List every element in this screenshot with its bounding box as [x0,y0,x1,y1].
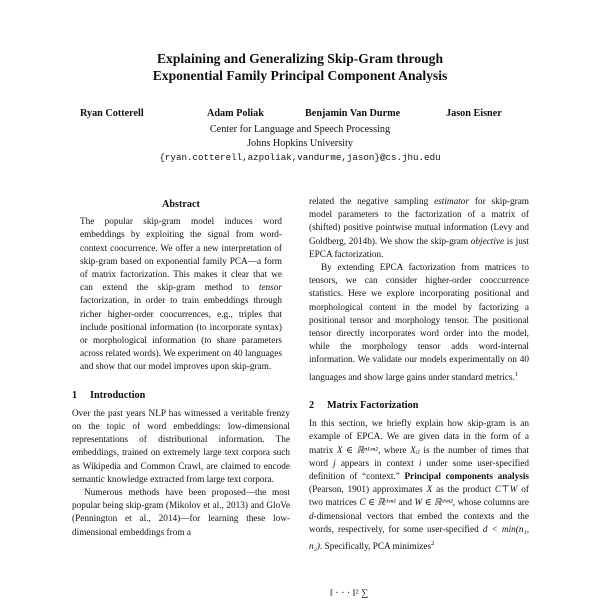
math-expression: d [309,511,314,522]
section-heading [72,389,290,402]
section-title: Introduction [90,389,146,401]
paragraph [309,262,529,385]
paragraph: Numerous methods have been proposed—the most popular being skip-gram (Mikolov et al., 2013) and GloVe (Pennington et al., 2014)—for learning these low-dimensional embeddings from a [72,488,290,538]
paragraph-text: By extending EPCA factorization from matrices to tensors, we can consider higher-order cooccurrence statistics. Here we explore incorporating positional and morphological content in the model by factorizing a positional tensor and morphology tensor. The positional tensor directly incorporates word order into the model, while the morphology tensor adds word-internal information. We validate our models experimentally on 40 languages and show large gains under standard metrics. [309,263,529,383]
abstract-text: factorization, in order to train embeddings through richer higher-order coocurrences, e.g., triples that include positional information (to incorporate syntax) or morphological information (to share parameters across related words). We experiment on 40 languages and show that our model improves upon skip-gram. [80,296,282,373]
paragraph [309,196,529,262]
section-number: 1 [72,389,78,401]
paragraph-text: as the product [432,485,495,496]
math-expression: C ∈ ℝᵈˣⁿ¹ [359,498,397,509]
author-emails: {ryan.cotterell,azpoliak,vandurme,jason}@cs.jhu.edu [159,152,441,163]
author-name: Adam Poliak [207,108,264,119]
section-title: Matrix Factorization [327,399,419,411]
left-column [72,198,290,540]
bold-run-in: Principal components analysis [404,471,530,482]
paragraph-text: , where [377,445,411,456]
paragraph-text: and [396,498,415,509]
math-expression: Xᵢⱼ [410,445,420,456]
paragraph-text: In this section, we briefly explain how skip-gram is an example of EPCA. We are given data in the form of a matrix [309,419,529,456]
paragraph-text: . Specifically, PCA minimizes [319,542,432,553]
author-name: Benjamin Van Durme [305,108,401,119]
paragraph-text: appears in context [335,458,419,469]
affiliation-line-2: Johns Hopkins University [247,138,353,149]
abstract-text: The popular skip-gram model induces word embeddings by exploiting the signal from word-context coocurrence. We offer a new interpretation of skip-gram based on exponential family PCA—a form of matrix factorization. This makes it clear that we can extend the skip-gram method to [80,217,282,294]
paragraph-text: under some user-specified definition of “context.” [309,458,529,482]
paragraph-text: for skip-gram model parameters to the factorization of a matrix of (shifted) positive pointwise mutual information (Levy and Goldberg, 2014b). We show the skip-gram [309,197,529,247]
emphasis-text: estimator [434,197,470,207]
author-name: Jason Eisner [446,108,502,119]
author-name: Ryan Cotterell [80,108,144,119]
paragraph-text: (Pearson, 1901) approximates [309,485,427,496]
section-number: 2 [309,399,315,411]
section-heading [309,399,529,412]
paragraph-text: related the negative sampling [309,197,435,207]
paragraph-text: of two matrices [309,485,529,509]
paragraph-text: -dimensional vectors that embed the contexts and the words, respectively, for some user-specified [309,511,529,535]
emphasis-text: objective [470,236,505,247]
math-expression: W ∈ ℝᵈˣⁿ² [414,498,453,509]
affiliation-line-1: Center for Language and Speech Processing [209,124,391,135]
math-expression: C⊤W [494,485,518,496]
math-expression: X [426,485,433,496]
math-expression: d < min(n₁, n₂) [309,524,530,553]
paragraph-text: , whose columns are [452,498,529,509]
abstract-body [72,216,290,374]
footnote-marker: 2 [431,539,435,547]
affiliation [100,123,500,165]
right-column [309,196,529,554]
math-expression: i [418,458,422,469]
paragraph-text: is just EPCA factorization. [309,236,529,260]
paragraph: Over the past years NLP has witnessed a veritable frenzy on the topic of word embeddings: low-dimensional representations of distributional information. The embeddings, trained on extremely large text corpora such as Wikipedia and Common Crawl, are claimed to encode semantic knowledge extracted from large text corpora. [72,408,290,485]
abstract-emphasis: tensor [258,283,282,294]
equation-fragment: ‖ · · · ‖² ∑ [330,588,369,599]
paragraph [309,418,529,554]
title-line-1: Explaining and Generalizing Skip-Gram through [156,51,444,66]
paragraph-text: is the number of times that word [309,445,529,469]
math-expression: X ∈ ℝⁿ¹ˣⁿ² [336,445,378,456]
math-expression: j [333,458,336,469]
abstract-heading: Abstract [162,199,200,210]
title-line-2: Exponential Family Principal Component Analysis [152,68,448,83]
paper-title [60,50,540,84]
footnote-marker: 1 [514,370,519,378]
